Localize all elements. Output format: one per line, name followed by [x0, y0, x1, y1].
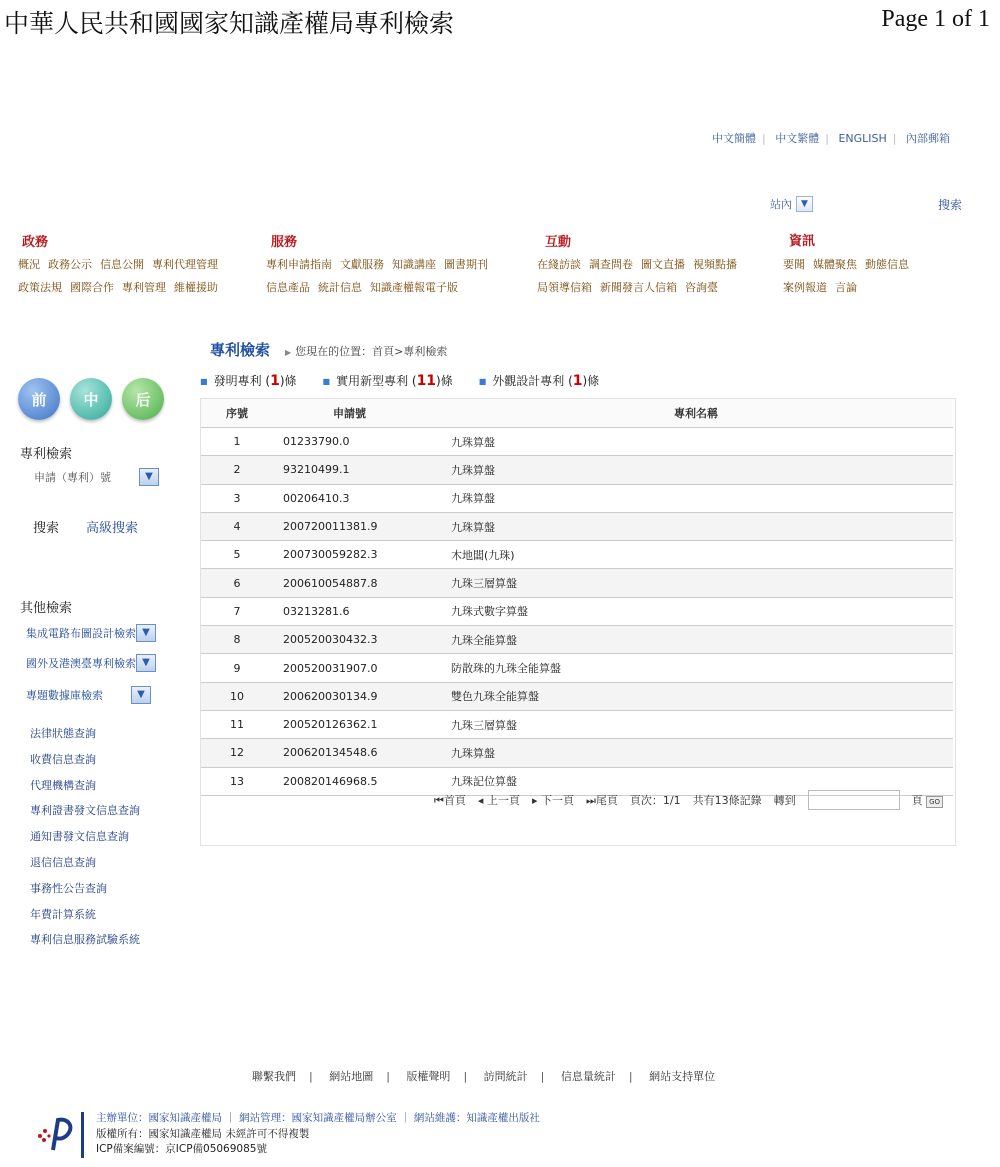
internal-mail-link[interactable]: 內部郵箱: [906, 132, 950, 145]
column-header-patent-name: 專利名稱: [439, 399, 953, 428]
sidebar-menu-item[interactable]: 收費信息查詢: [30, 752, 96, 766]
row-number: 13: [201, 767, 273, 795]
caret-left-icon: ◂: [477, 794, 484, 807]
print-page-number: Page 1 of 1: [881, 6, 990, 32]
nav-link[interactable]: 政務公示: [48, 258, 92, 271]
table-row[interactable]: [201, 456, 953, 484]
row-number: 1: [201, 428, 273, 456]
last-page-icon: ⏭: [585, 794, 596, 807]
row-number: 4: [201, 512, 273, 540]
row-number: 11: [201, 710, 273, 738]
table-row[interactable]: [201, 541, 953, 569]
advanced-search-link[interactable]: 高級搜索: [86, 521, 139, 536]
goto-label: 轉到: [773, 794, 796, 807]
other-search-foreign[interactable]: 國外及港澳臺專利檢索 ▼: [26, 654, 156, 672]
row-number: 10: [201, 682, 273, 710]
row-application-no: 200820146968.5: [273, 767, 439, 795]
total-records: 共有13條記錄: [692, 794, 762, 807]
row-application-no: 200520126362.1: [273, 710, 439, 738]
site-search-button[interactable]: 搜索: [938, 198, 963, 212]
nav-link[interactable]: 信息公開: [100, 258, 144, 271]
site-search-scope[interactable]: [770, 196, 813, 212]
nav-link[interactable]: 在綫訪談: [537, 258, 581, 271]
row-number: 12: [201, 739, 273, 767]
nav-title-service[interactable]: 服務: [271, 235, 298, 250]
result-counts: [200, 372, 599, 389]
row-patent-name: 九珠算盤: [439, 428, 953, 456]
table-row[interactable]: [201, 428, 953, 456]
invention-count[interactable]: ■ 發明專利 (1)條: [200, 373, 297, 389]
nav-title-interaction[interactable]: 互動: [545, 235, 572, 250]
nav-title-government[interactable]: 政務: [22, 235, 49, 250]
nav-circles: [18, 378, 164, 420]
page-title: 專利檢索: [210, 341, 271, 359]
row-application-no: 200610054887.8: [273, 569, 439, 597]
nav-links-interaction: [537, 253, 745, 299]
row-application-no: 01233790.0: [273, 428, 439, 456]
row-number: 3: [201, 484, 273, 512]
nav-link[interactable]: 專利申請指南: [266, 258, 332, 271]
nav-title-news[interactable]: 資訊: [789, 234, 816, 249]
footer-icp: ICP備案編號：京ICP備05069085號: [96, 1143, 267, 1155]
nav-link[interactable]: 要聞: [783, 258, 805, 271]
nav-link[interactable]: 新聞發言人信箱: [600, 281, 677, 294]
other-search-heading: 其他檢索: [20, 601, 73, 616]
sidebar-menu-item[interactable]: 法律狀態查詢: [30, 727, 96, 740]
row-number: 9: [201, 654, 273, 682]
utility-model-count[interactable]: ■ 實用新型專利 (11)條: [322, 373, 453, 389]
footer-link[interactable]: 信息量統計: [560, 1070, 616, 1083]
other-search-topic-db[interactable]: 專題數據庫檢索 ▼: [26, 686, 151, 704]
chevron-down-icon[interactable]: ▼: [796, 196, 813, 212]
table-row[interactable]: [201, 569, 953, 597]
row-number: 5: [201, 541, 273, 569]
last-page-link[interactable]: ⏭尾頁: [585, 794, 618, 807]
row-application-no: 200620030134.9: [273, 682, 439, 710]
nav-link[interactable]: 知識產權報電子版: [370, 281, 458, 294]
sipo-logo-icon: [34, 1114, 76, 1154]
nav-link[interactable]: 維權援助: [174, 281, 218, 294]
sidebar-menu-item[interactable]: 退信信息查詢: [30, 855, 96, 869]
row-patent-name: 九珠算盤: [439, 739, 953, 767]
footer-info: [96, 1111, 540, 1158]
sidebar-menu-item[interactable]: 專利證書發文信息查詢: [30, 804, 140, 818]
row-patent-name: 九珠式數字算盤: [439, 597, 953, 625]
nav-link[interactable]: 局領導信箱: [537, 281, 592, 294]
sidebar-menu: [30, 721, 140, 953]
nav-link[interactable]: 言論: [835, 281, 857, 294]
row-patent-name: 防散珠的九珠全能算盤: [439, 654, 953, 682]
sidebar-menu-item[interactable]: 代理機構查詢: [30, 778, 96, 792]
row-patent-name: 九珠算盤: [439, 512, 953, 540]
print-page-title: 中華人民共和國國家知識產權局專利檢索: [4, 9, 455, 38]
nav-link[interactable]: 專利管理: [122, 281, 166, 294]
row-application-no: 200520031907.0: [273, 654, 439, 682]
results-table: [201, 399, 953, 796]
table-row[interactable]: [201, 682, 953, 710]
footer-link[interactable]: 網站地圖: [329, 1070, 374, 1083]
nav-link[interactable]: 專利代理管理: [152, 258, 218, 271]
pagination: [434, 790, 943, 810]
footer-link[interactable]: 聯繫我們: [252, 1070, 296, 1083]
first-page-icon: ⏮: [434, 794, 444, 807]
middle-circle-button[interactable]: 中: [70, 378, 112, 420]
search-field-select[interactable]: 申請（專利）號 ▼: [34, 468, 159, 486]
column-header-application-no: 申請號: [273, 399, 439, 428]
footer-organizer: 主辦單位：國家知識產權局 ｜ 網站管理：國家知識產權局辦公室 ｜ 網站維護：知識產權出版社: [96, 1112, 540, 1124]
page-info: 頁次：1/1: [629, 794, 681, 807]
table-row[interactable]: [201, 710, 953, 738]
nav-link[interactable]: 圖文直播: [641, 258, 685, 271]
row-number: 7: [201, 597, 273, 625]
footer-link[interactable]: 版權聲明: [406, 1070, 451, 1083]
nav-link[interactable]: 信息產品: [266, 281, 310, 294]
sidebar-menu-item[interactable]: 通知書發文信息查詢: [30, 830, 129, 844]
nav-link[interactable]: 國際合作: [70, 281, 114, 294]
row-patent-name: 九珠三層算盤: [439, 710, 953, 738]
footer-copyright: 版權所有：國家知識產權局 未經許可不得複製: [96, 1127, 310, 1140]
row-application-no: 03213281.6: [273, 597, 439, 625]
language-links: 中文簡體 | 中文繁體 | ENGLISH | 內部郵箱: [712, 132, 950, 145]
lang-link-simplified[interactable]: 中文簡體: [712, 132, 756, 145]
row-patent-name: 九珠三層算盤: [439, 569, 953, 597]
row-number: 6: [201, 569, 273, 597]
nav-links-news: [783, 253, 917, 299]
sidebar-menu-item[interactable]: 年費計算系統: [30, 907, 96, 921]
nav-link[interactable]: 調查問卷: [589, 258, 633, 271]
next-circle-button[interactable]: 后: [122, 378, 164, 420]
nav-link[interactable]: 媒體聚焦: [813, 258, 857, 271]
nav-link[interactable]: 視頻點播: [693, 258, 737, 271]
row-patent-name: 木地闆(九珠): [439, 541, 953, 569]
footer-link[interactable]: 訪問統計: [483, 1070, 528, 1083]
page-unit-label: 頁 GO: [912, 792, 943, 808]
row-patent-name: 九珠算盤: [439, 456, 953, 484]
chevron-down-icon[interactable]: ▼: [136, 654, 156, 672]
lang-link-english[interactable]: ENGLISH: [838, 132, 887, 145]
chevron-down-icon[interactable]: ▼: [131, 686, 151, 704]
breadcrumb: ▶ 您現在的位置：首頁>專利檢索: [285, 345, 448, 358]
row-application-no: 93210499.1: [273, 456, 439, 484]
row-application-no: 00206410.3: [273, 484, 439, 512]
nav-link[interactable]: 圖書期刊: [444, 258, 488, 271]
next-page-link[interactable]: ▸ 下一頁: [531, 794, 574, 807]
row-patent-name: 九珠全能算盤: [439, 626, 953, 654]
arrow-right-icon: ▶: [285, 348, 292, 357]
nav-link[interactable]: 動態信息: [865, 258, 909, 271]
nav-link[interactable]: 政策法規: [18, 281, 62, 294]
prev-page-link[interactable]: ◂ 上一頁: [477, 794, 520, 807]
table-row[interactable]: [201, 626, 953, 654]
search-scope-label: 站內: [770, 198, 792, 211]
nav-link[interactable]: 統計信息: [318, 281, 362, 294]
row-number: 2: [201, 456, 273, 484]
nav-link[interactable]: 案例報道: [783, 281, 827, 294]
row-application-no: 200520030432.3: [273, 626, 439, 654]
nav-link[interactable]: 文獻服務: [340, 258, 384, 271]
patent-search-heading: 專利檢索: [20, 447, 73, 462]
row-patent-name: 九珠記位算盤: [439, 767, 953, 795]
page-jump-input[interactable]: [808, 790, 900, 810]
other-search-ic-layout[interactable]: 集成電路布圖設計檢索 ▼: [26, 624, 156, 642]
table-row[interactable]: [201, 512, 953, 540]
results-panel: [200, 398, 956, 846]
chevron-down-icon[interactable]: ▼: [139, 468, 159, 486]
table-row[interactable]: [201, 597, 953, 625]
footer-divider: [81, 1112, 84, 1158]
sidebar-menu-item[interactable]: 專利信息服務試驗系統: [30, 933, 140, 947]
search-button[interactable]: 搜索: [33, 521, 60, 536]
table-row[interactable]: [201, 739, 953, 767]
caret-right-icon: ▸: [531, 794, 538, 807]
nav-link[interactable]: 知識講座: [392, 258, 436, 271]
previous-circle-button[interactable]: 前: [18, 378, 60, 420]
row-patent-name: 九珠算盤: [439, 484, 953, 512]
row-application-no: 200730059282.3: [273, 541, 439, 569]
design-count[interactable]: ■ 外觀設計專利 (1)條: [478, 373, 600, 389]
first-page-link[interactable]: ⏮首頁: [434, 794, 466, 807]
lang-link-traditional[interactable]: 中文繁體: [775, 132, 820, 145]
nav-links-government: [18, 253, 226, 299]
table-header-row: [201, 399, 953, 428]
footer-link[interactable]: 網站支持單位: [649, 1070, 716, 1083]
row-patent-name: 雙色九珠全能算盤: [439, 682, 953, 710]
chevron-down-icon[interactable]: ▼: [136, 624, 156, 642]
column-header-number: 序號: [201, 399, 273, 428]
row-application-no: 200620134548.6: [273, 739, 439, 767]
go-button[interactable]: GO: [926, 796, 943, 808]
row-number: 8: [201, 626, 273, 654]
nav-links-service: [266, 253, 496, 299]
row-application-no: 200720011381.9: [273, 512, 439, 540]
footer-links: 聯繫我們 | 網站地圖 | 版權聲明 | 訪問統計 | 信息量統計 | 網站支持單位: [252, 1070, 716, 1083]
table-row[interactable]: [201, 654, 953, 682]
sidebar-menu-item[interactable]: 事務性公告查詢: [30, 881, 107, 895]
table-row[interactable]: [201, 484, 953, 512]
nav-link[interactable]: 咨詢臺: [685, 281, 718, 294]
nav-link[interactable]: 概況: [18, 258, 40, 271]
